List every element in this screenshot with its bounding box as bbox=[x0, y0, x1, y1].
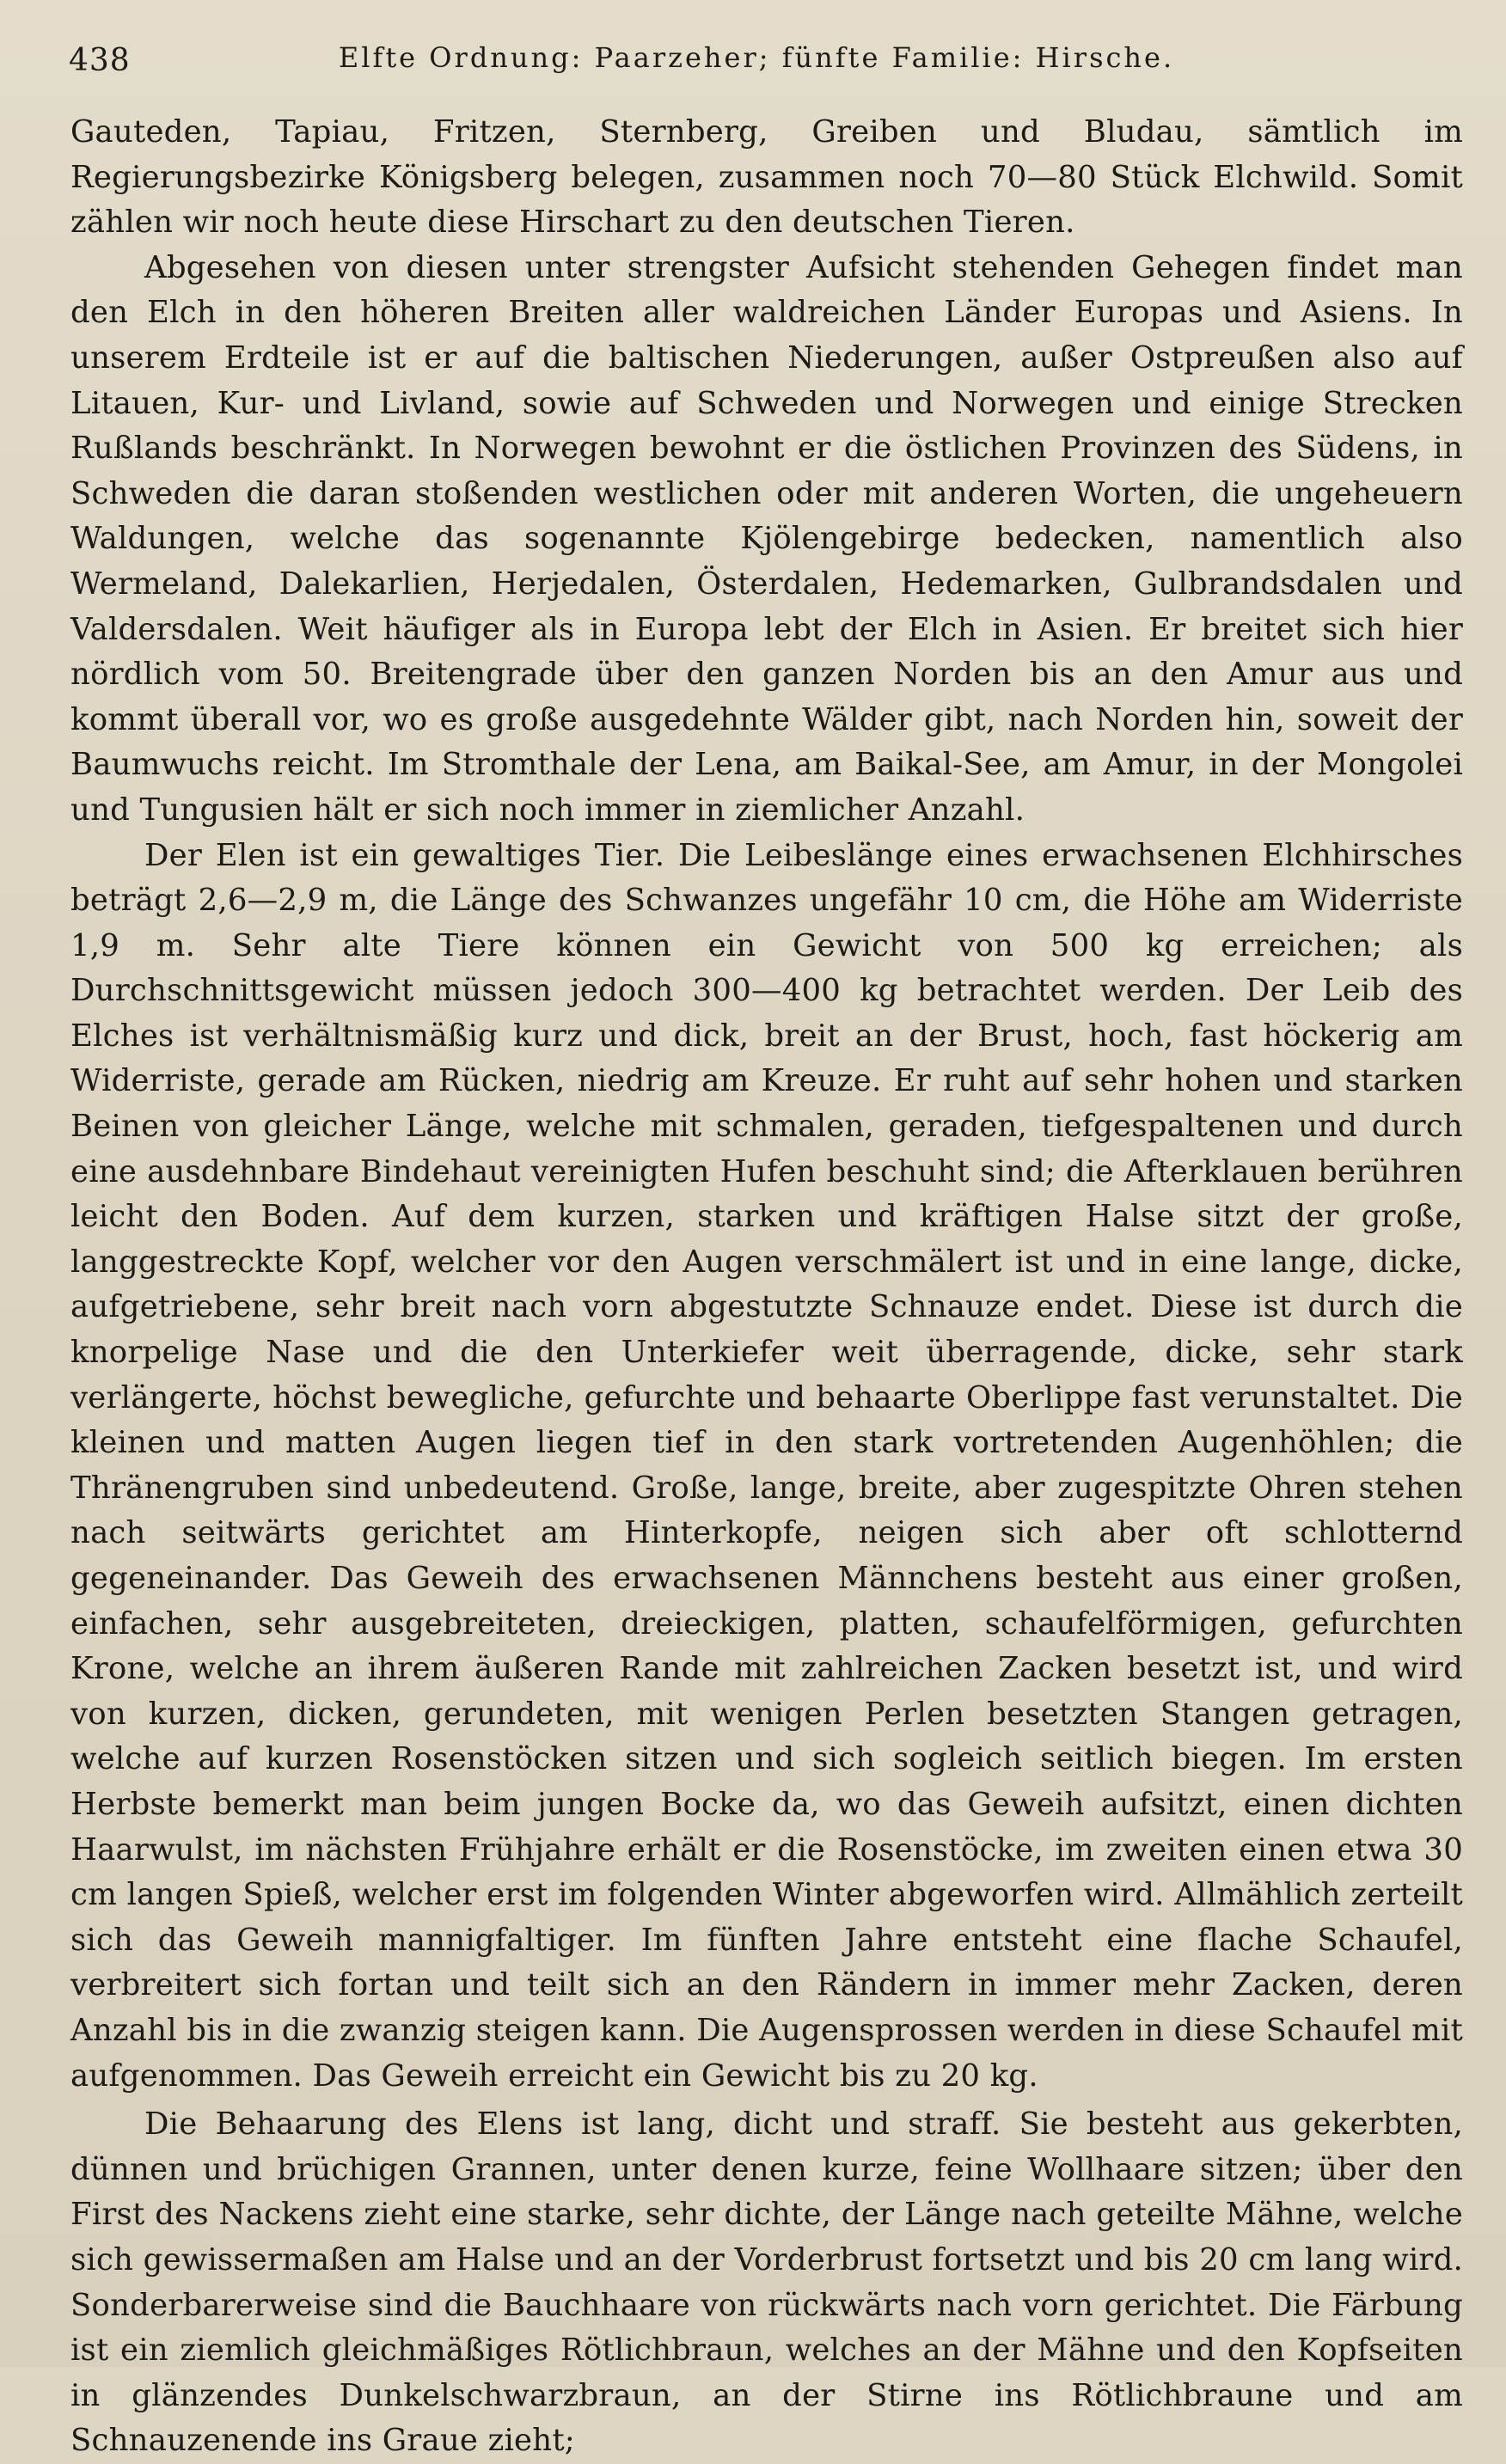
running-head: Elfte Ordnung: Paarzeher; fünfte Familie: Hirsche. bbox=[338, 41, 1175, 74]
page-number: 438 bbox=[69, 43, 131, 78]
paragraph-continuation: Gauteden, Tapiau, Fritzen, Sternberg, Greiben und Bludau, sämtlich im Regierungsbezirke Königsberg belegen, zusammen noch 70—80 Stück Elchwild. Somit zählen wir noch heute diese Hirschart zu den deutschen Tieren. bbox=[70, 114, 1463, 241]
paragraph-distribution: Abgesehen von diesen unter strengster Aufsicht stehenden Gehegen findet man den Elch in den höheren Breiten aller waldreichen Länder Europas und Asiens. In unserem Erdteile ist er auf die baltischen Niederungen, außer Ostpreußen also auf Litauen, Kur- und Livland, sowie auf Schweden und Norwegen und einige Strecken Rußlands beschränkt. In Norwegen bewohnt er die östlichen Provinzen des Südens, in Schweden die daran stoßenden westlichen oder mit anderen Worten, die ungeheuern Waldungen, welche das sogenannte Kjölengebirge bedecken, namentlich also Wermeland, Dalekarlien, Herjedalen, Österdalen, Hedemarken, Gulbrandsdalen und Valdersdalen. Weit häufiger als in Europa lebt der Elch in Asien. Er breitet sich hier nördlich vom 50. Breitengrade über den ganzen Norden bis an den Amur aus und kommt überall vor, wo es große ausgedehnte Wälder gibt, nach Norden hin, soweit der Baumwuchs reicht. Im Stromthale der Lena, am Baikal-See, am Amur, in der Mongolei und Tungusien hält er sich noch immer in ziemlicher Anzahl. bbox=[70, 249, 1463, 828]
body-text bbox=[70, 110, 1463, 2464]
page-header bbox=[69, 36, 1444, 96]
paragraph-anatomy: Der Elen ist ein gewaltiges Tier. Die Leibeslänge eines erwachsenen Elchhirsches beträgt 2,6—2,9 m, die Länge des Schwanzes ungefähr 10 cm, die Höhe am Widerriste 1,9 m. Sehr alte Tiere können ein Gewicht von 500 kg erreichen; als Durchschnittsgewicht müssen jedoch 300—400 kg betrachtet werden. Der Leib des Elches ist verhältnismäßig kurz und dick, breit an der Brust, hoch, fast höckerig am Widerriste, gerade am Rücken, niedrig am Kreuze. Er ruht auf sehr hohen und starken Beinen von gleicher Länge, welche mit schmalen, geraden, tiefgespaltenen und durch eine ausdehnbare Bindehaut vereinigten Hufen beschuht sind; die Afterklauen berühren leicht den Boden. Auf dem kurzen, starken und kräftigen Halse sitzt der große, langgestreckte Kopf, welcher vor den Augen verschmälert ist und in eine lange, dicke, aufgetriebene, sehr breit nach vorn abgestutzte Schnauze endet. Diese ist durch die knorpelige Nase und die den Unterkiefer weit überragende, dicke, sehr stark verlängerte, höchst bewegliche, gefurchte und behaarte Oberlippe fast verunstaltet. Die kleinen und matten Augen liegen tief in den stark vortretenden Augenhöhlen; die Thränengruben sind unbedeutend. Große, lange, breite, aber zugespitzte Ohren stehen nach seitwärts gerichtet am Hinterkopfe, neigen sich aber oft schlotternd gegeneinander. Das Geweih des erwachsenen Männchens besteht aus einer großen, einfachen, sehr ausgebreiteten, dreieckigen, platten, schaufelförmigen, gefurchten Krone, welche an ihrem äußeren Rande mit zahlreichen Zacken besetzt ist, und wird von kurzen, dicken, gerundeten, mit wenigen Perlen besetzten Stangen getragen, welche auf kurzen Rosenstöcken sitzen und sich sogleich seitlich biegen. Im ersten Herbste bemerkt man beim jungen Bocke da, wo das Geweih aufsitzt, einen dichten Haarwulst, im nächsten Frühjahre erhält er die Rosenstöcke, im zweiten einen etwa 30 cm langen Spieß, welcher erst im folgenden Winter abgeworfen wird. Allmählich zerteilt sich das Geweih mannigfaltiger. Im fünften Jahre entsteht eine flache Schaufel, verbreitert sich fortan und teilt sich an den Rändern in immer mehr Zacken, deren Anzahl bis in die zwanzig steigen kann. Die Augensprossen werden in diese Schaufel mit aufgenommen. Das Geweih erreicht ein Gewicht bis zu 20 kg. bbox=[70, 837, 1464, 2094]
paragraph-fur: Die Behaarung des Elens ist lang, dicht und straff. Sie besteht aus gekerbten, dünnen und brüchigen Grannen, unter denen kurze, feine Wollhaare sitzen; über den First des Nackens zieht eine starke, sehr dichte, der Länge nach geteilte Mähne, welche sich gewissermaßen am Halse und an der Vorderbrust fortsetzt und bis 20 cm lang wird. Sonderbarerweise sind die Bauchhaare von rückwärts nach vorn gerichtet. Die Färbung ist ein ziemlich gleichmäßiges Rötlichbraun, welches an der Mähne und den Kopfseiten in glänzendes Dunkelschwarzbraun, an der Stirne ins Rötlichbraune und am Schnauzenende ins Graue zieht; bbox=[70, 2106, 1463, 2459]
